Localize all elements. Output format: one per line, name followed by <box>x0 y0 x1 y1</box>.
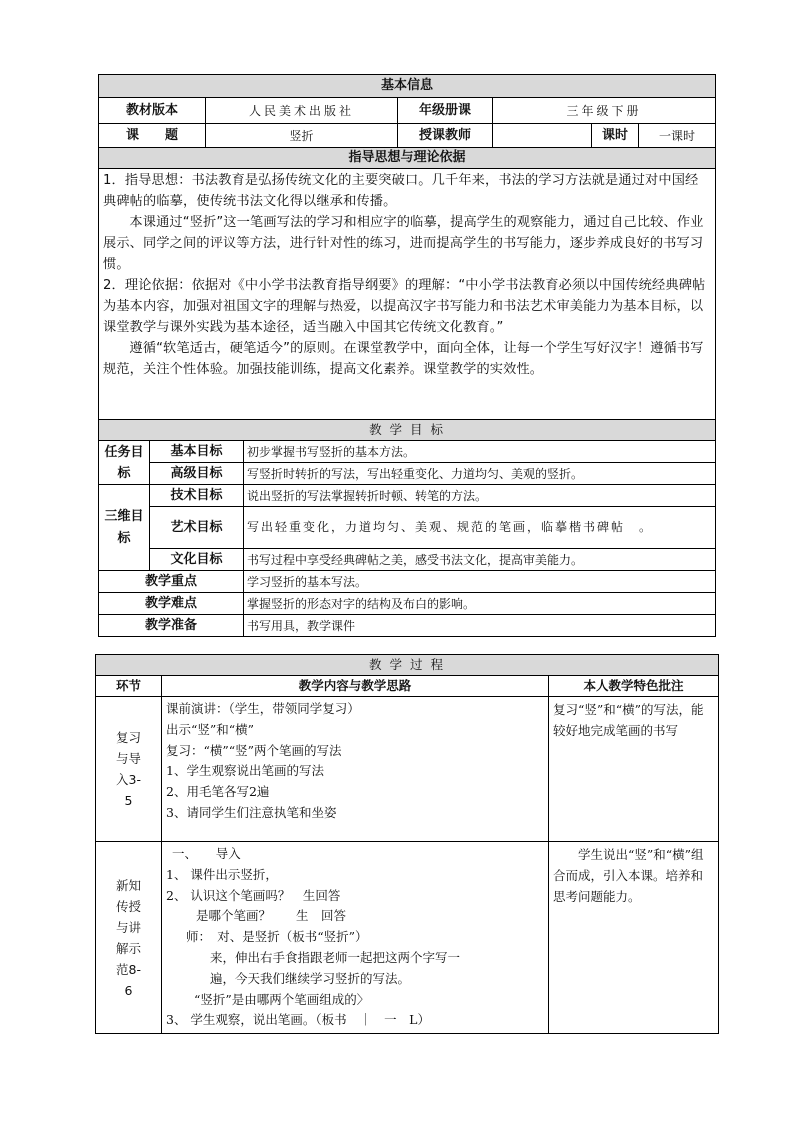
goals-heading: 教 学 目 标 <box>99 420 716 441</box>
content-line: 3、 学生观察，说出笔画。（板书 ｜ 一 L） <box>166 1012 430 1028</box>
basic-info-heading: 基本信息 <box>99 75 716 98</box>
grade-value: 三年级下册 <box>493 98 716 124</box>
content-line: 是哪个笔画？ 生 回答 <box>196 908 347 924</box>
stage-new-knowledge <box>96 842 162 1034</box>
goals-table <box>98 440 716 637</box>
grade-label: 年级册课 <box>398 98 493 124</box>
advanced-goal-value: 写竖折时转折的写法，写出轻重变化、力道均匀、美观的竖折。 <box>244 463 716 485</box>
preparation-label: 教学准备 <box>99 615 244 637</box>
textbook-label: 教材版本 <box>99 98 206 124</box>
culture-goal-value: 书写过程中享受经典碑帖之美，感受书法文化，提高审美能力。 <box>244 549 716 571</box>
key-point-value: 学习竖折的基本写法。 <box>244 571 716 593</box>
key-point-label: 教学重点 <box>99 571 244 593</box>
lesson-info-table <box>98 74 716 441</box>
basic-goal-value: 初步掌握书写竖折的基本方法。 <box>244 441 716 463</box>
period-value: 一课时 <box>639 124 716 148</box>
basic-goal-label: 基本目标 <box>150 441 244 463</box>
content-line: 遍，今天我们继续学习竖折的写法。 <box>210 970 411 986</box>
content-review-intro <box>162 697 549 842</box>
period-label: 课时 <box>592 124 639 148</box>
theory-paragraph-4: 遵循“软笔适古，硬笔适今”的原则。在课堂教学中，面向全体，让每一个学生写好汉字！遵循书写规范，关注个性体验。加强技能训练，提高文化素养。课堂教学的实效性。 <box>103 341 704 377</box>
theory-content <box>99 169 716 420</box>
column-stage: 环节 <box>96 676 162 697</box>
theory-paragraph-3: 2．理论依据：依据对《中小学书法教育指导纲要》的理解：“中小学书法教育必须以中国传统经典碑帖为基本内容，加强对祖国文字的理解与热爱，以提高汉字书写能力和书法艺术审美能力为基本目标，以课堂教学与课外实践为基本途径，适当融入中国其它传统文化教育。” <box>103 278 706 335</box>
stage-review-intro-label: 复习与导入3-5 <box>115 730 141 808</box>
content-line: 3、请同学生们注意执笔和坐姿 <box>166 804 337 820</box>
content-line: 一、 导入 <box>172 846 241 861</box>
theory-paragraph-2: 本课通过“竖折”这一笔画写法的学习和相应字的临摹，提高学生的观察能力，通过自己比较、作业展示、同学之间的评议等方法，进行针对性的练习，进而提高学生的书写能力，逐步养成良好的书写习惯。 <box>103 215 704 272</box>
textbook-value: 人民美术出版社 <box>206 98 398 124</box>
teacher-value <box>493 124 592 148</box>
skill-goal-label: 技术目标 <box>150 485 244 507</box>
note-new-knowledge: 学生说出“竖”和“横”组合而成，引入本课。培养和思考问题能力。 <box>549 842 719 1034</box>
process-heading: 教 学 过 程 <box>96 655 719 676</box>
column-note: 本人教学特色批注 <box>549 676 719 697</box>
lesson-value: 竖折 <box>206 124 398 148</box>
art-goal-label: 艺术目标 <box>150 507 244 549</box>
content-line: 师： 对、是竖折（板书“竖折”） <box>186 929 368 945</box>
lesson-label: 课 题 <box>99 124 206 148</box>
content-line: 来，伸出右手食指跟老师一起把这两个字写一 <box>210 949 461 965</box>
three-dimension-group: 三维目标 <box>99 485 150 571</box>
teacher-label: 授课教师 <box>398 124 493 148</box>
difficulty-label: 教学难点 <box>99 593 244 615</box>
content-line: 2、 认识这个笔画吗？ 生回答 <box>166 887 341 903</box>
content-line: 复习：“横”“竖”两个笔画的写法 <box>166 742 342 758</box>
theory-heading: 指导思想与理论依据 <box>99 148 716 169</box>
stage-new-knowledge-label: 新知传授与讲解示范8-6 <box>115 877 141 998</box>
difficulty-value: 掌握竖折的形态对字的结构及布白的影响。 <box>244 593 716 615</box>
content-line: 出示“竖”和“横” <box>166 721 255 737</box>
content-line: 1、学生观察说出笔画的写法 <box>166 763 324 779</box>
content-line: “竖折”是由哪两个笔画组成的〉 <box>194 991 370 1007</box>
teaching-process-table <box>95 654 719 1034</box>
content-line: 2、用毛笔各写2遍 <box>166 784 270 800</box>
skill-goal-value: 说出竖折的写法掌握转折时顿、转笔的方法。 <box>244 485 716 507</box>
task-goal-group: 任务目标 <box>99 441 150 485</box>
art-goal-value: 写出轻重变化，力道均匀、美观、规范的笔画，临摹楷书碑帖 。 <box>244 507 716 549</box>
content-line: 1、 课件出示竖折， <box>166 866 278 882</box>
note-review-intro: 复习“竖”和“横”的写法，能较好地完成笔画的书写 <box>549 697 719 842</box>
advanced-goal-label: 高级目标 <box>150 463 244 485</box>
stage-review-intro <box>96 697 162 842</box>
culture-goal-label: 文化目标 <box>150 549 244 571</box>
theory-paragraph-1: 1．指导思想：书法教育是弘扬传统文化的主要突破口。几千年来，书法的学习方法就是通过对中国经典碑帖的临摹，使传统书法文化得以继承和传播。 <box>103 173 699 209</box>
column-content: 教学内容与教学思路 <box>162 676 549 697</box>
content-line: 课前演讲：（学生，带领同学复习） <box>166 701 360 716</box>
content-new-knowledge <box>162 842 549 1034</box>
preparation-value: 书写用具，教学课件 <box>244 615 716 637</box>
